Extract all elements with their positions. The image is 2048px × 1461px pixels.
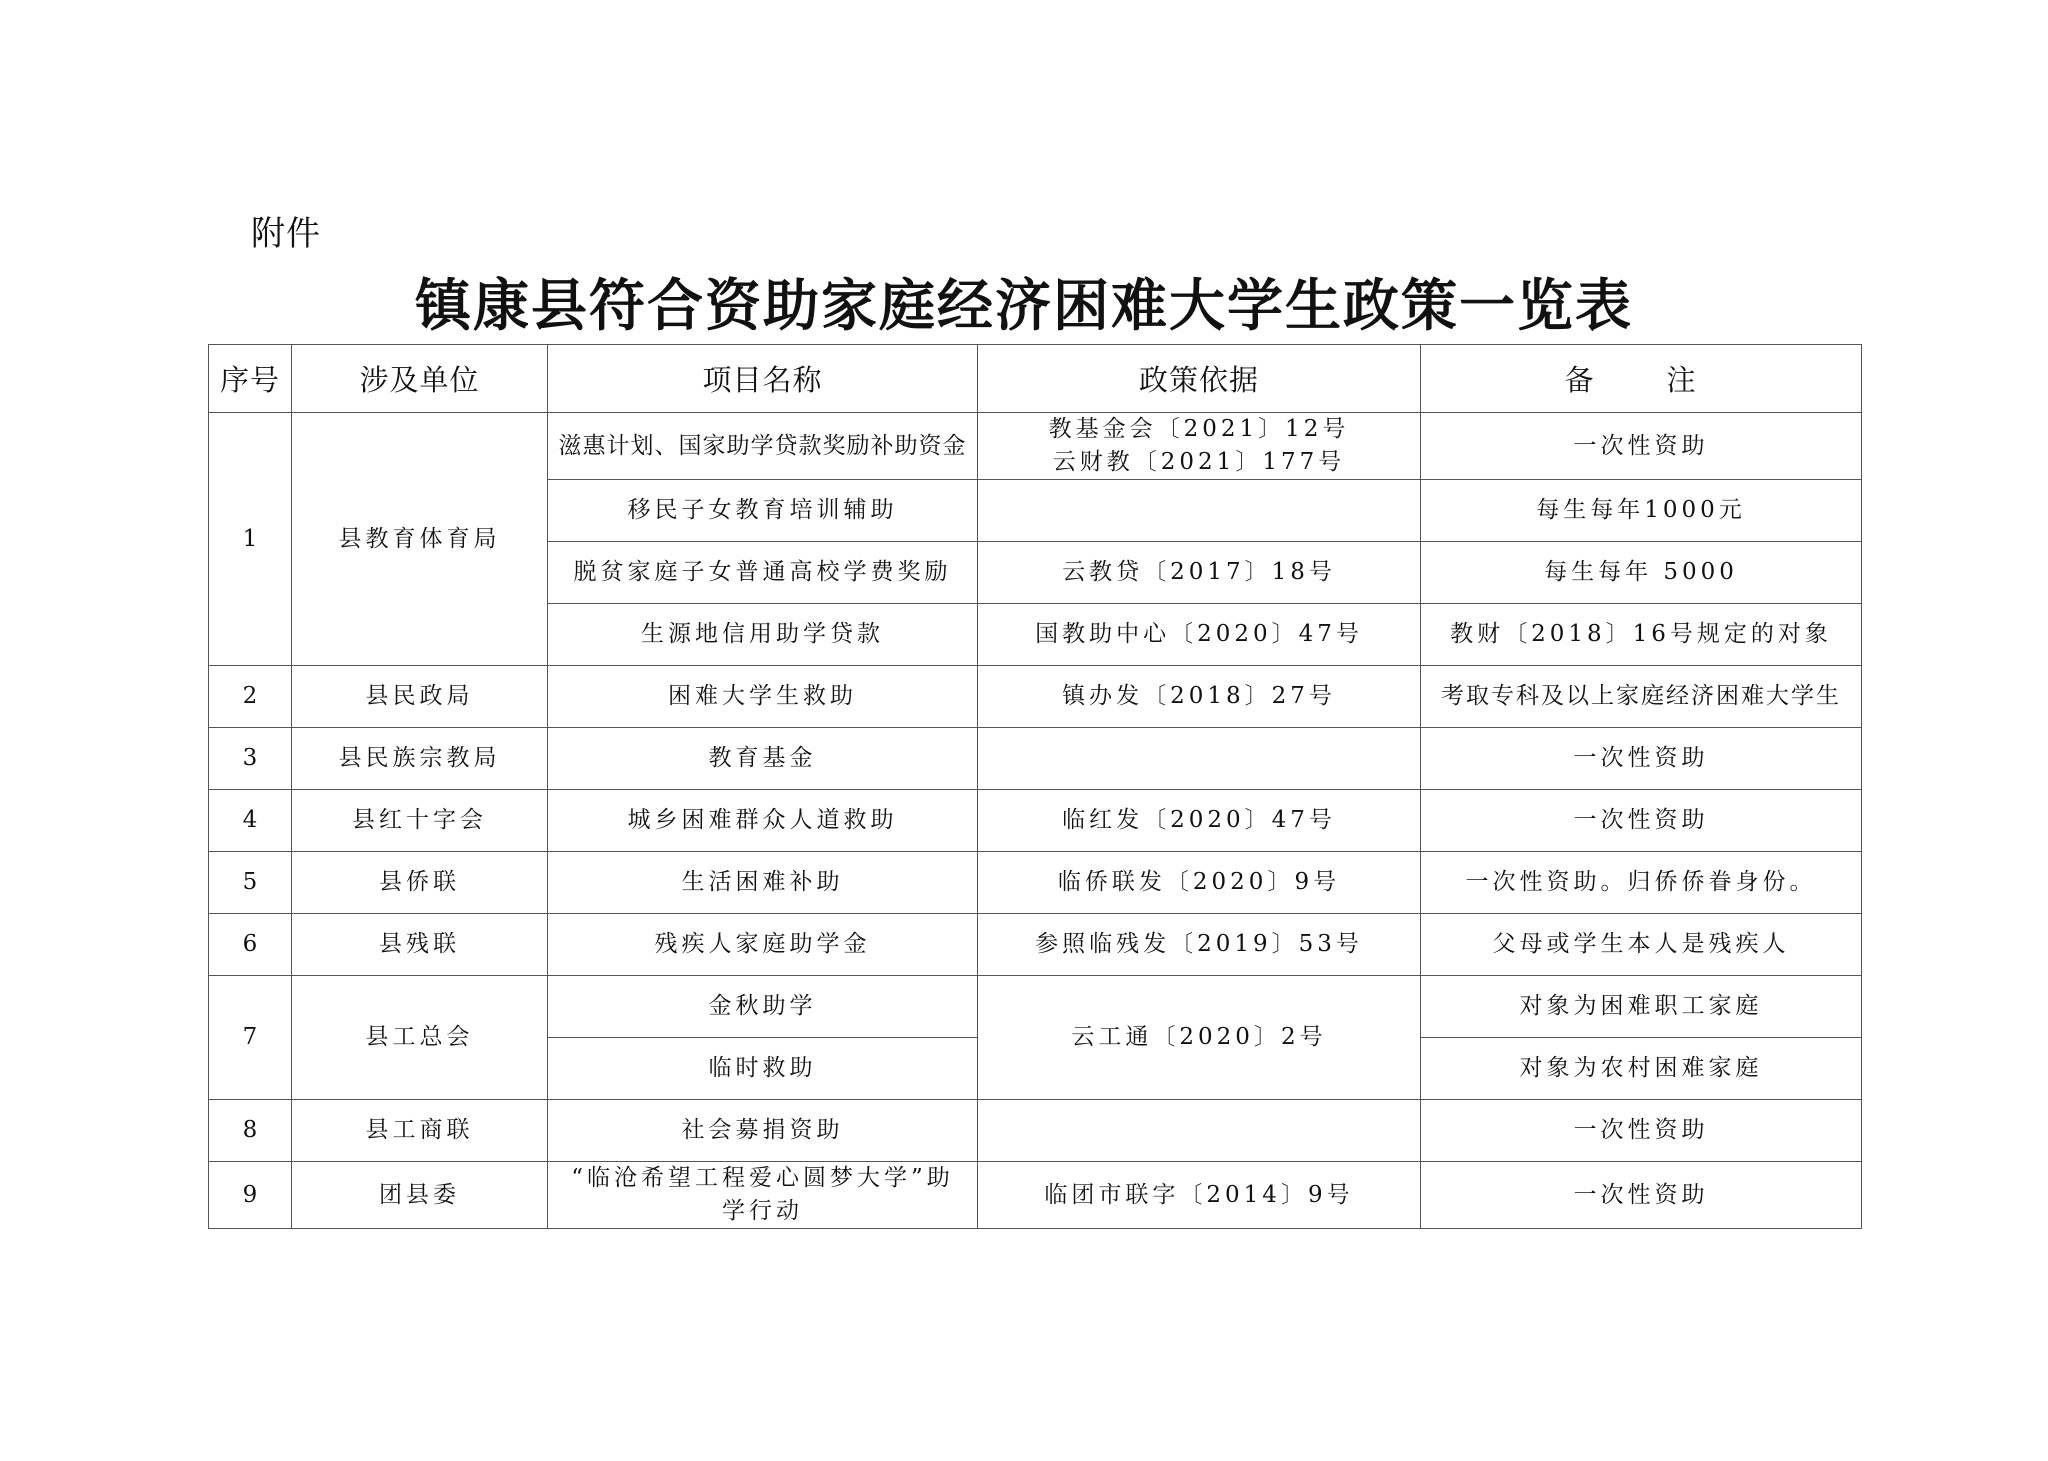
remark-cell: 考取专科及以上家庭经济困难大学生 [1421,666,1862,728]
basis-line: 云财教〔2021〕177号 [1052,449,1346,475]
basis-cell [978,413,1421,480]
table-row [209,976,1862,1038]
project-cell: 滋惠计划、国家助学贷款奖励补助资金 [548,413,978,480]
project-cell: 残疾人家庭助学金 [548,914,978,976]
project-cell: 生活困难补助 [548,852,978,914]
basis-cell: 临红发〔2020〕47号 [978,790,1421,852]
basis-cell [978,728,1421,790]
row-number: 7 [209,976,292,1100]
unit-cell: 县红十字会 [292,790,548,852]
policy-table [208,344,1862,1229]
remark-cell: 教财〔2018〕16号规定的对象 [1421,604,1862,666]
row-number: 5 [209,852,292,914]
remark-cell: 一次性资助 [1421,1100,1862,1162]
basis-cell: 参照临残发〔2019〕53号 [978,914,1421,976]
project-line: “临沧希望工程爱心圆梦大学”助 [571,1165,954,1191]
remark-cell: 对象为困难职工家庭 [1421,976,1862,1038]
remark-cell: 父母或学生本人是残疾人 [1421,914,1862,976]
basis-cell: 临团市联字〔2014〕9号 [978,1162,1421,1229]
remark-cell: 每生每年 5000 [1421,542,1862,604]
basis-cell: 云工通〔2020〕2号 [978,976,1421,1100]
unit-cell: 县残联 [292,914,548,976]
table-row [209,914,1862,976]
unit-cell: 县侨联 [292,852,548,914]
unit-cell: 县工商联 [292,1100,548,1162]
header-unit: 涉及单位 [292,345,548,413]
row-number: 2 [209,666,292,728]
row-number: 4 [209,790,292,852]
table-header-row [209,345,1862,413]
row-number: 8 [209,1100,292,1162]
row-number: 9 [209,1162,292,1229]
unit-cell: 县工总会 [292,976,548,1100]
project-cell: 临时救助 [548,1038,978,1100]
project-cell: 生源地信用助学贷款 [548,604,978,666]
remark-cell: 一次性资助 [1421,413,1862,480]
row-number: 6 [209,914,292,976]
table-row [209,790,1862,852]
remark-cell: 对象为农村困难家庭 [1421,1038,1862,1100]
header-basis: 政策依据 [978,345,1421,413]
basis-cell: 临侨联发〔2020〕9号 [978,852,1421,914]
remark-cell: 每生每年1000元 [1421,480,1862,542]
header-remark: 备 注 [1421,345,1862,413]
project-cell: 金秋助学 [548,976,978,1038]
project-cell: 城乡困难群众人道救助 [548,790,978,852]
row-number: 1 [209,413,292,666]
basis-cell: 云教贷〔2017〕18号 [978,542,1421,604]
table-row [209,852,1862,914]
basis-cell [978,1100,1421,1162]
project-line: 学行动 [722,1198,803,1224]
table-row [209,666,1862,728]
unit-cell: 县民政局 [292,666,548,728]
remark-cell: 一次性资助 [1421,728,1862,790]
header-project: 项目名称 [548,345,978,413]
project-cell: 脱贫家庭子女普通高校学费奖励 [548,542,978,604]
project-cell: 移民子女教育培训辅助 [548,480,978,542]
unit-cell: 县教育体育局 [292,413,548,666]
table-row [209,413,1862,480]
basis-cell: 镇办发〔2018〕27号 [978,666,1421,728]
remark-cell: 一次性资助 [1421,1162,1862,1229]
remark-cell: 一次性资助。归侨侨眷身份。 [1421,852,1862,914]
project-cell [548,1162,978,1229]
project-cell: 社会募捐资助 [548,1100,978,1162]
table-row [209,1100,1862,1162]
row-number: 3 [209,728,292,790]
table-body [209,413,1862,1229]
basis-line: 教基金会〔2021〕12号 [1048,416,1350,442]
header-no: 序号 [209,345,292,413]
project-cell: 困难大学生救助 [548,666,978,728]
unit-cell: 团县委 [292,1162,548,1229]
unit-cell: 县民族宗教局 [292,728,548,790]
project-cell: 教育基金 [548,728,978,790]
table-row [209,728,1862,790]
basis-cell: 国教助中心〔2020〕47号 [978,604,1421,666]
basis-cell [978,480,1421,542]
attachment-label: 附件 [251,214,321,254]
page-title: 镇康县符合资助家庭经济困难大学生政策一览表 [415,273,1633,339]
remark-cell: 一次性资助 [1421,790,1862,852]
table-row [209,1162,1862,1229]
